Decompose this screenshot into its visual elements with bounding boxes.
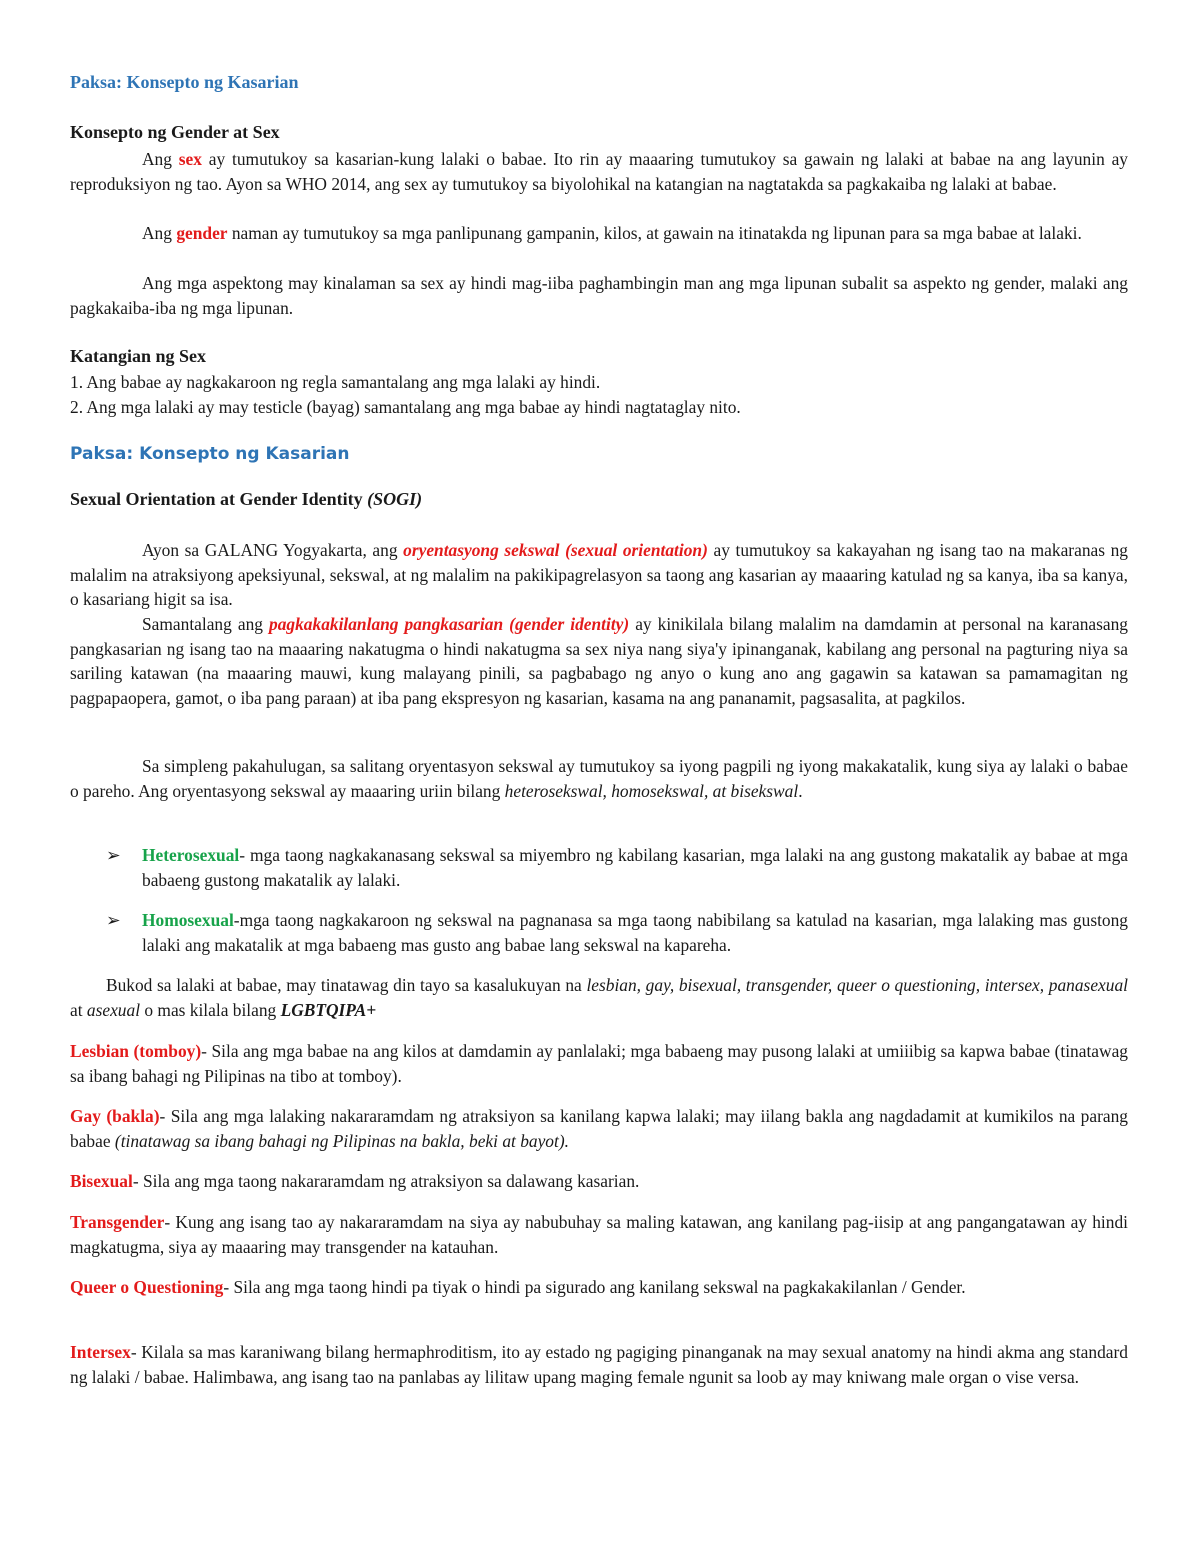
text-fragment: -mga taong nagkakaroon ng sekswal na pagnanasa sa mga taong nabibilang sa katulad na kasarian, mga lalaking mas gustong lalaki ang makatalik at mga babaeng mas gusto ang babae lang sekswal na kapareha.	[142, 910, 1128, 955]
term-sex: sex	[178, 149, 202, 169]
subtitle-sogi	[70, 489, 422, 510]
lgbtqipa-acronym: LGBTQIPA+	[280, 999, 377, 1020]
definition-gay	[70, 1104, 1128, 1153]
identity-list: lesbian, gay, bisexual, transgender, queer o questioning, intersex, panasexual	[586, 975, 1128, 995]
orientation-types: heterosekswal, homosekswal, at bisekswal	[504, 780, 799, 801]
term-bisexual: Bisexual	[70, 1171, 133, 1191]
term-sexual-orientation: oryentasyong sekswal (sexual orientation)	[403, 540, 708, 560]
term-heterosexual: Heterosexual	[142, 845, 240, 865]
text-fragment: Ang	[142, 149, 179, 169]
definition-bisexual	[70, 1169, 1128, 1194]
text-fragment: Samantalang ang	[142, 614, 270, 634]
bullet-text	[142, 843, 1128, 892]
text-fragment: - Sila ang mga taong nakararamdam ng atraksiyon sa dalawang kasarian.	[132, 1171, 640, 1191]
text-fragment: Sexual Orientation at Gender Identity	[70, 489, 368, 509]
bullet-text	[142, 908, 1128, 957]
topic-heading-1: Paksa: Konsepto ng Kasarian	[70, 72, 299, 92]
text-fragment: - mga taong nagkakanasang sekswal sa miyembro ng kabilang kasarian, mga lalaki na ang gustong makatalik ay babae at mga babaeng gustong makatalik ay lalaki.	[142, 845, 1128, 890]
term-queer: Queer o Questioning	[70, 1277, 224, 1297]
paragraph-sex-definition	[70, 147, 1128, 196]
list-item: 2. Ang mga lalaki ay may testicle (bayag) samantalang ang mga babae ay hindi nagtataglay nito.	[70, 397, 741, 417]
subtitle-katangian: Katangian ng Sex	[70, 346, 207, 366]
term-lesbian: Lesbian (tomboy)	[70, 1041, 202, 1061]
paragraph-sexual-orientation	[70, 538, 1128, 612]
arrow-bullet-icon: ➢	[106, 910, 121, 930]
definition-queer	[70, 1275, 1128, 1300]
paragraph-gender-identity	[70, 612, 1128, 710]
text-fragment: - Kilala sa mas karaniwang bilang hermaphroditism, ito ay estado ng pagiging pinanganak na may sexual anatomy na hindi akma ang standard ng lalaki / babae. Halimbawa, ang isang tao na panlabas ay lilitaw upang maging female ngunit sa loob ay may kniwang male organ o vise versa.	[70, 1342, 1128, 1387]
text-fragment: Ang	[142, 223, 177, 243]
term-gender: gender	[176, 223, 228, 243]
text-fragment: o mas kilala bilang	[140, 999, 281, 1020]
definition-lesbian	[70, 1039, 1128, 1088]
term-transgender: Transgender	[70, 1212, 165, 1232]
paragraph-aspects: Ang mga aspektong may kinalaman sa sex ay hindi mag-iiba paghambingin man ang mga lipunan subalit sa aspekto ng gender, malaki ang pagkakaiba-iba ng mga lipunan.	[70, 273, 1128, 318]
text-fragment: - Sila ang mga lalaking nakararamdam ng atraksiyon sa kanilang kapwa lalaki; may iilang bakla ang nagdadamit at kumikilos na parang babae	[70, 1106, 1128, 1151]
text-fragment: - Sila ang mga taong hindi pa tiyak o hindi pa sigurado ang kanilang sekswal na pagkakakilanlan / Gender.	[223, 1277, 966, 1297]
sogi-abbreviation: (SOGI)	[367, 489, 423, 509]
arrow-bullet-icon: ➢	[106, 845, 121, 865]
text-fragment: ay tumutukoy sa kasarian-kung lalaki o babae. Ito rin ay maaaring tumutukoy sa gawain ng lalaki at babae na ang layunin ay reproduksiyon ng tao. Ayon sa WHO 2014, ang sex ay tumutukoy sa biyolohikal na katangian na nagtatakda sa pagkakaiba ng lalaki at babae.	[70, 149, 1128, 194]
text-fragment: ay tumutukoy sa kakayahan ng isang tao na makaranas ng malalim na atraksiyong apeksiyunal, sekswal, at ng malalim na pakikipagrelasyon sa taong ang kasarian ay maaaring katulad ng sa kanya, iba sa kanya, o kasariang higit sa isa.	[70, 540, 1128, 609]
topic-heading-2: Paksa: Konsepto ng Kasarian	[70, 444, 350, 464]
subtitle-gender-sex: Konsepto ng Gender at Sex	[70, 122, 280, 142]
text-fragment-italic: (tinatawag sa ibang bahagi ng Pilipinas na bakla, beki at bayot).	[114, 1130, 569, 1151]
paragraph-lgbtqipa	[70, 973, 1128, 1022]
term-intersex: Intersex	[70, 1342, 131, 1362]
identity-asexual: asexual	[86, 999, 141, 1020]
text-fragment: - Sila ang mga babae na ang kilos at damdamin ay panlalaki; mga babaeng may pusong lalaki at umiiibig sa kapwa babae (tinatawag sa ibang bahagi ng Pilipinas na tibo at tomboy).	[70, 1041, 1128, 1086]
text-fragment: Ayon sa GALANG Yogyakarta, ang	[142, 540, 404, 560]
text-fragment: Sa simpleng pakahulugan, sa salitang oryentasyon sekswal ay tumutukoy sa iyong pagpili ng iyong makakatalik, kung siya ay lalaki o babae o pareho. Ang oryentasyong sekswal ay maaaring uriin bilang	[70, 756, 1128, 801]
text-fragment: - Kung ang isang tao ay nakararamdam na siya ay nabubuhay sa maling katawan, ang kanilang pag-iisip at ang pangangatawan ay hindi magkatugma, siya ay maaaring may transgender na katauhan.	[70, 1212, 1128, 1257]
definition-transgender	[70, 1210, 1128, 1259]
list-item: 1. Ang babae ay nagkakaroon ng regla samantalang ang mga lalaki ay hindi.	[70, 372, 601, 392]
text-fragment: Bukod sa lalaki at babae, may tinatawag din tayo sa kasalukuyan na	[106, 975, 587, 995]
text-fragment: naman ay tumutukoy sa mga panlipunang gampanin, kilos, at gawain na itinatakda ng lipunan para sa mga babae at lalaki.	[227, 223, 1082, 243]
definition-intersex	[70, 1340, 1128, 1389]
term-homosexual: Homosexual	[142, 910, 234, 930]
paragraph-simple-meaning	[70, 754, 1128, 803]
term-gay: Gay (bakla)	[70, 1106, 160, 1126]
paragraph-gender-definition	[70, 221, 1128, 246]
text-fragment: at	[70, 999, 87, 1020]
term-gender-identity: pagkakakilanlang pangkasarian (gender identity)	[269, 614, 630, 634]
text-fragment: .	[798, 780, 803, 801]
text-fragment: ay kinikilala bilang malalim na damdamin at personal na karanasang pangkasarian ng isang tao na maaaring nakatugma o hindi nakatugma sa sex niya nang siya'y ipinanganak, kabilang ang personal na pagturing niya sa sariling katawan (na maaaring mauwi, kung malayang pinili, sa pagbabago ng anyo o kung ano ang gagawin sa katawan sa pamamagitan ng pagpapaopera, gamot, o iba pang paraan) at iba pang ekspresyon ng kasarian, kasama na ang pananamit, pagsasalita, at pagkilos.	[70, 614, 1128, 708]
